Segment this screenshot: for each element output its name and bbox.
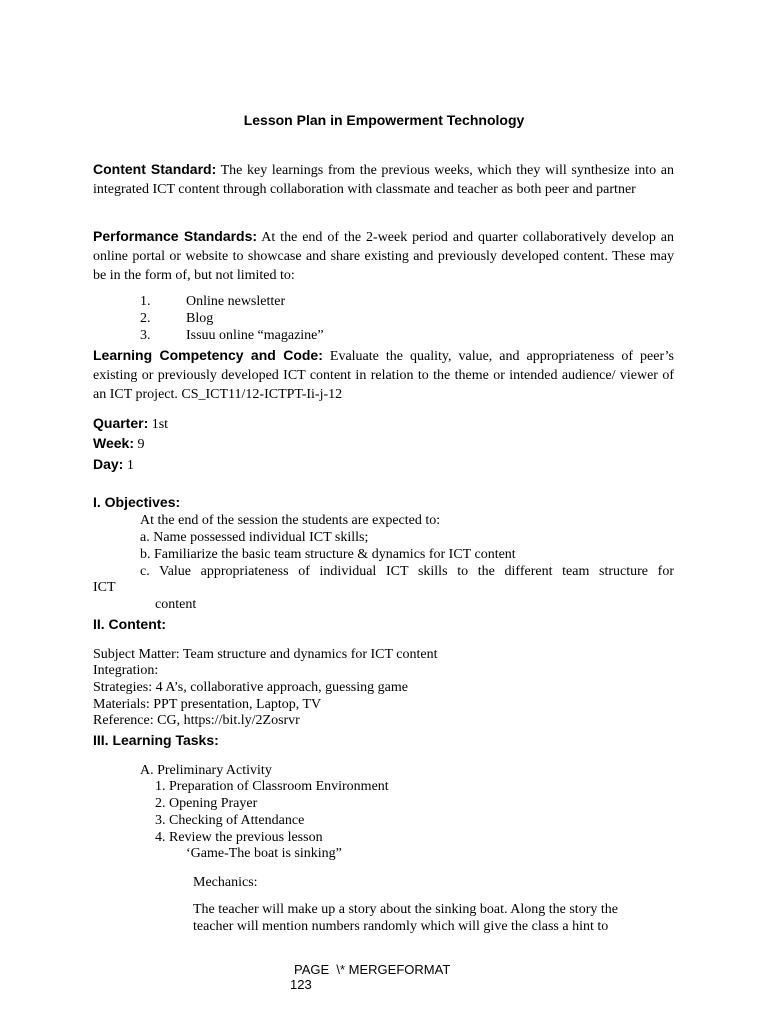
materials: Materials: PPT presentation, Laptop, TV	[93, 697, 322, 712]
content-standard-text: The key learnings from the previous weeks, which they will synthesize into an integrated ICT content through collaboration with classmate and teacher as both peer and partner	[93, 163, 675, 197]
performance-standards-label: Performance Standards:	[93, 228, 258, 244]
activity-step: 3. Checking of Attendance	[155, 813, 305, 828]
objective-c: c. Value appropriateness of individual ICT skills to the different team structure for	[140, 564, 674, 579]
integration: Integration:	[93, 663, 159, 678]
game-title: ‘Game-The boat is sinking”	[186, 846, 342, 861]
activity-step: 4. Review the previous lesson	[155, 830, 323, 845]
strategies: Strategies: 4 A’s, collaborative approach, guessing game	[93, 680, 408, 695]
learning-competency-paragraph	[93, 346, 674, 404]
page-footer	[290, 962, 451, 992]
quarter-line: Quarter: 1st	[93, 415, 169, 432]
content-standard-paragraph	[93, 160, 674, 199]
objectives-heading: I. Objectives:	[93, 494, 181, 510]
objective-a: a. Name possessed individual ICT skills;	[140, 530, 369, 545]
mechanics-label: Mechanics:	[193, 875, 258, 890]
content-heading: II. Content:	[93, 616, 167, 632]
page-field-code: PAGE \* MERGEFORMAT	[294, 962, 451, 977]
objective-b: b. Familiarize the basic team structure & dynamics for ICT content	[140, 547, 516, 562]
preliminary-activity: A. Preliminary Activity	[140, 763, 272, 778]
performance-standards-paragraph	[93, 227, 674, 285]
learning-competency-text: Evaluate the quality, value, and appropriateness of peer’s existing or previously developed ICT content in relation to the theme or intended audience/ viewer of an ICT project. CS_ICT11/12-ICTPT-Ii-j-12	[93, 349, 675, 402]
list-item: 2. Blog	[140, 311, 214, 326]
learning-tasks-heading: III. Learning Tasks:	[93, 732, 219, 748]
page-number: 123	[290, 977, 312, 992]
content-standard-label: Content Standard:	[93, 161, 217, 177]
reference: Reference: CG, https://bit.ly/2Zosrvr	[93, 713, 300, 728]
mechanics-text: The teacher will make up a story about the sinking boat. Along the story the	[193, 902, 618, 917]
day-line: Day: 1	[93, 456, 134, 473]
objective-c-continued: content	[155, 597, 197, 612]
objective-c-continued: ICT	[93, 580, 116, 595]
list-item: 1. Online newsletter	[140, 294, 286, 309]
week-line: Week: 9	[93, 435, 145, 452]
performance-standards-text: At the end of the 2-week period and quarter collaboratively develop an online portal or website to showcase and share existing and previously developed content. These may be in the form of, but not limited to:	[93, 230, 674, 283]
document-title: Lesson Plan in Empowerment Technology	[243, 112, 525, 128]
activity-step: 2. Opening Prayer	[155, 796, 258, 811]
subject-matter: Subject Matter: Team structure and dynamics for ICT content	[93, 647, 438, 662]
objectives-intro: At the end of the session the students are expected to:	[140, 513, 441, 528]
activity-step: 1. Preparation of Classroom Environment	[155, 779, 389, 794]
mechanics-text: teacher will mention numbers randomly which will give the class a hint to	[193, 919, 609, 934]
list-item: 3. Issuu online “magazine”	[140, 328, 324, 343]
learning-competency-label: Learning Competency and Code:	[93, 347, 323, 363]
